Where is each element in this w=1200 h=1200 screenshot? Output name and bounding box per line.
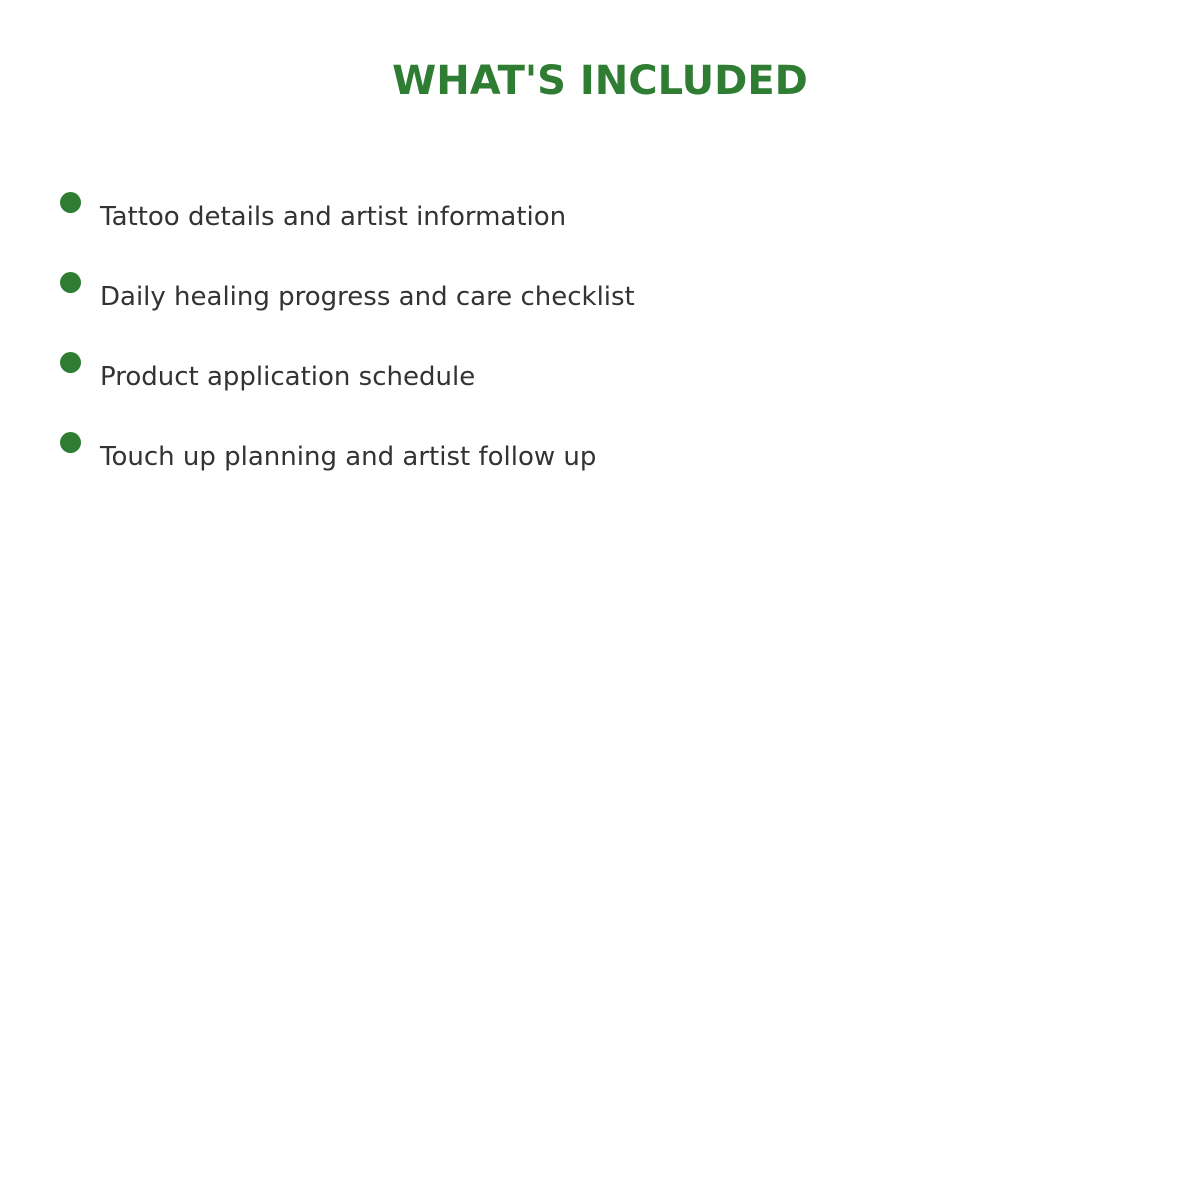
list-item-label: Daily healing progress and care checklist <box>100 282 635 312</box>
bullet-icon <box>60 432 81 453</box>
list-item-label: Product application schedule <box>100 362 476 392</box>
list-item-label: Tattoo details and artist information <box>100 202 567 232</box>
bullet-icon <box>60 272 81 293</box>
list-item-label: Touch up planning and artist follow up <box>100 442 597 472</box>
page-title: WHAT'S INCLUDED <box>392 58 808 104</box>
bullet-icon <box>60 352 81 373</box>
bullet-icon <box>60 192 81 213</box>
